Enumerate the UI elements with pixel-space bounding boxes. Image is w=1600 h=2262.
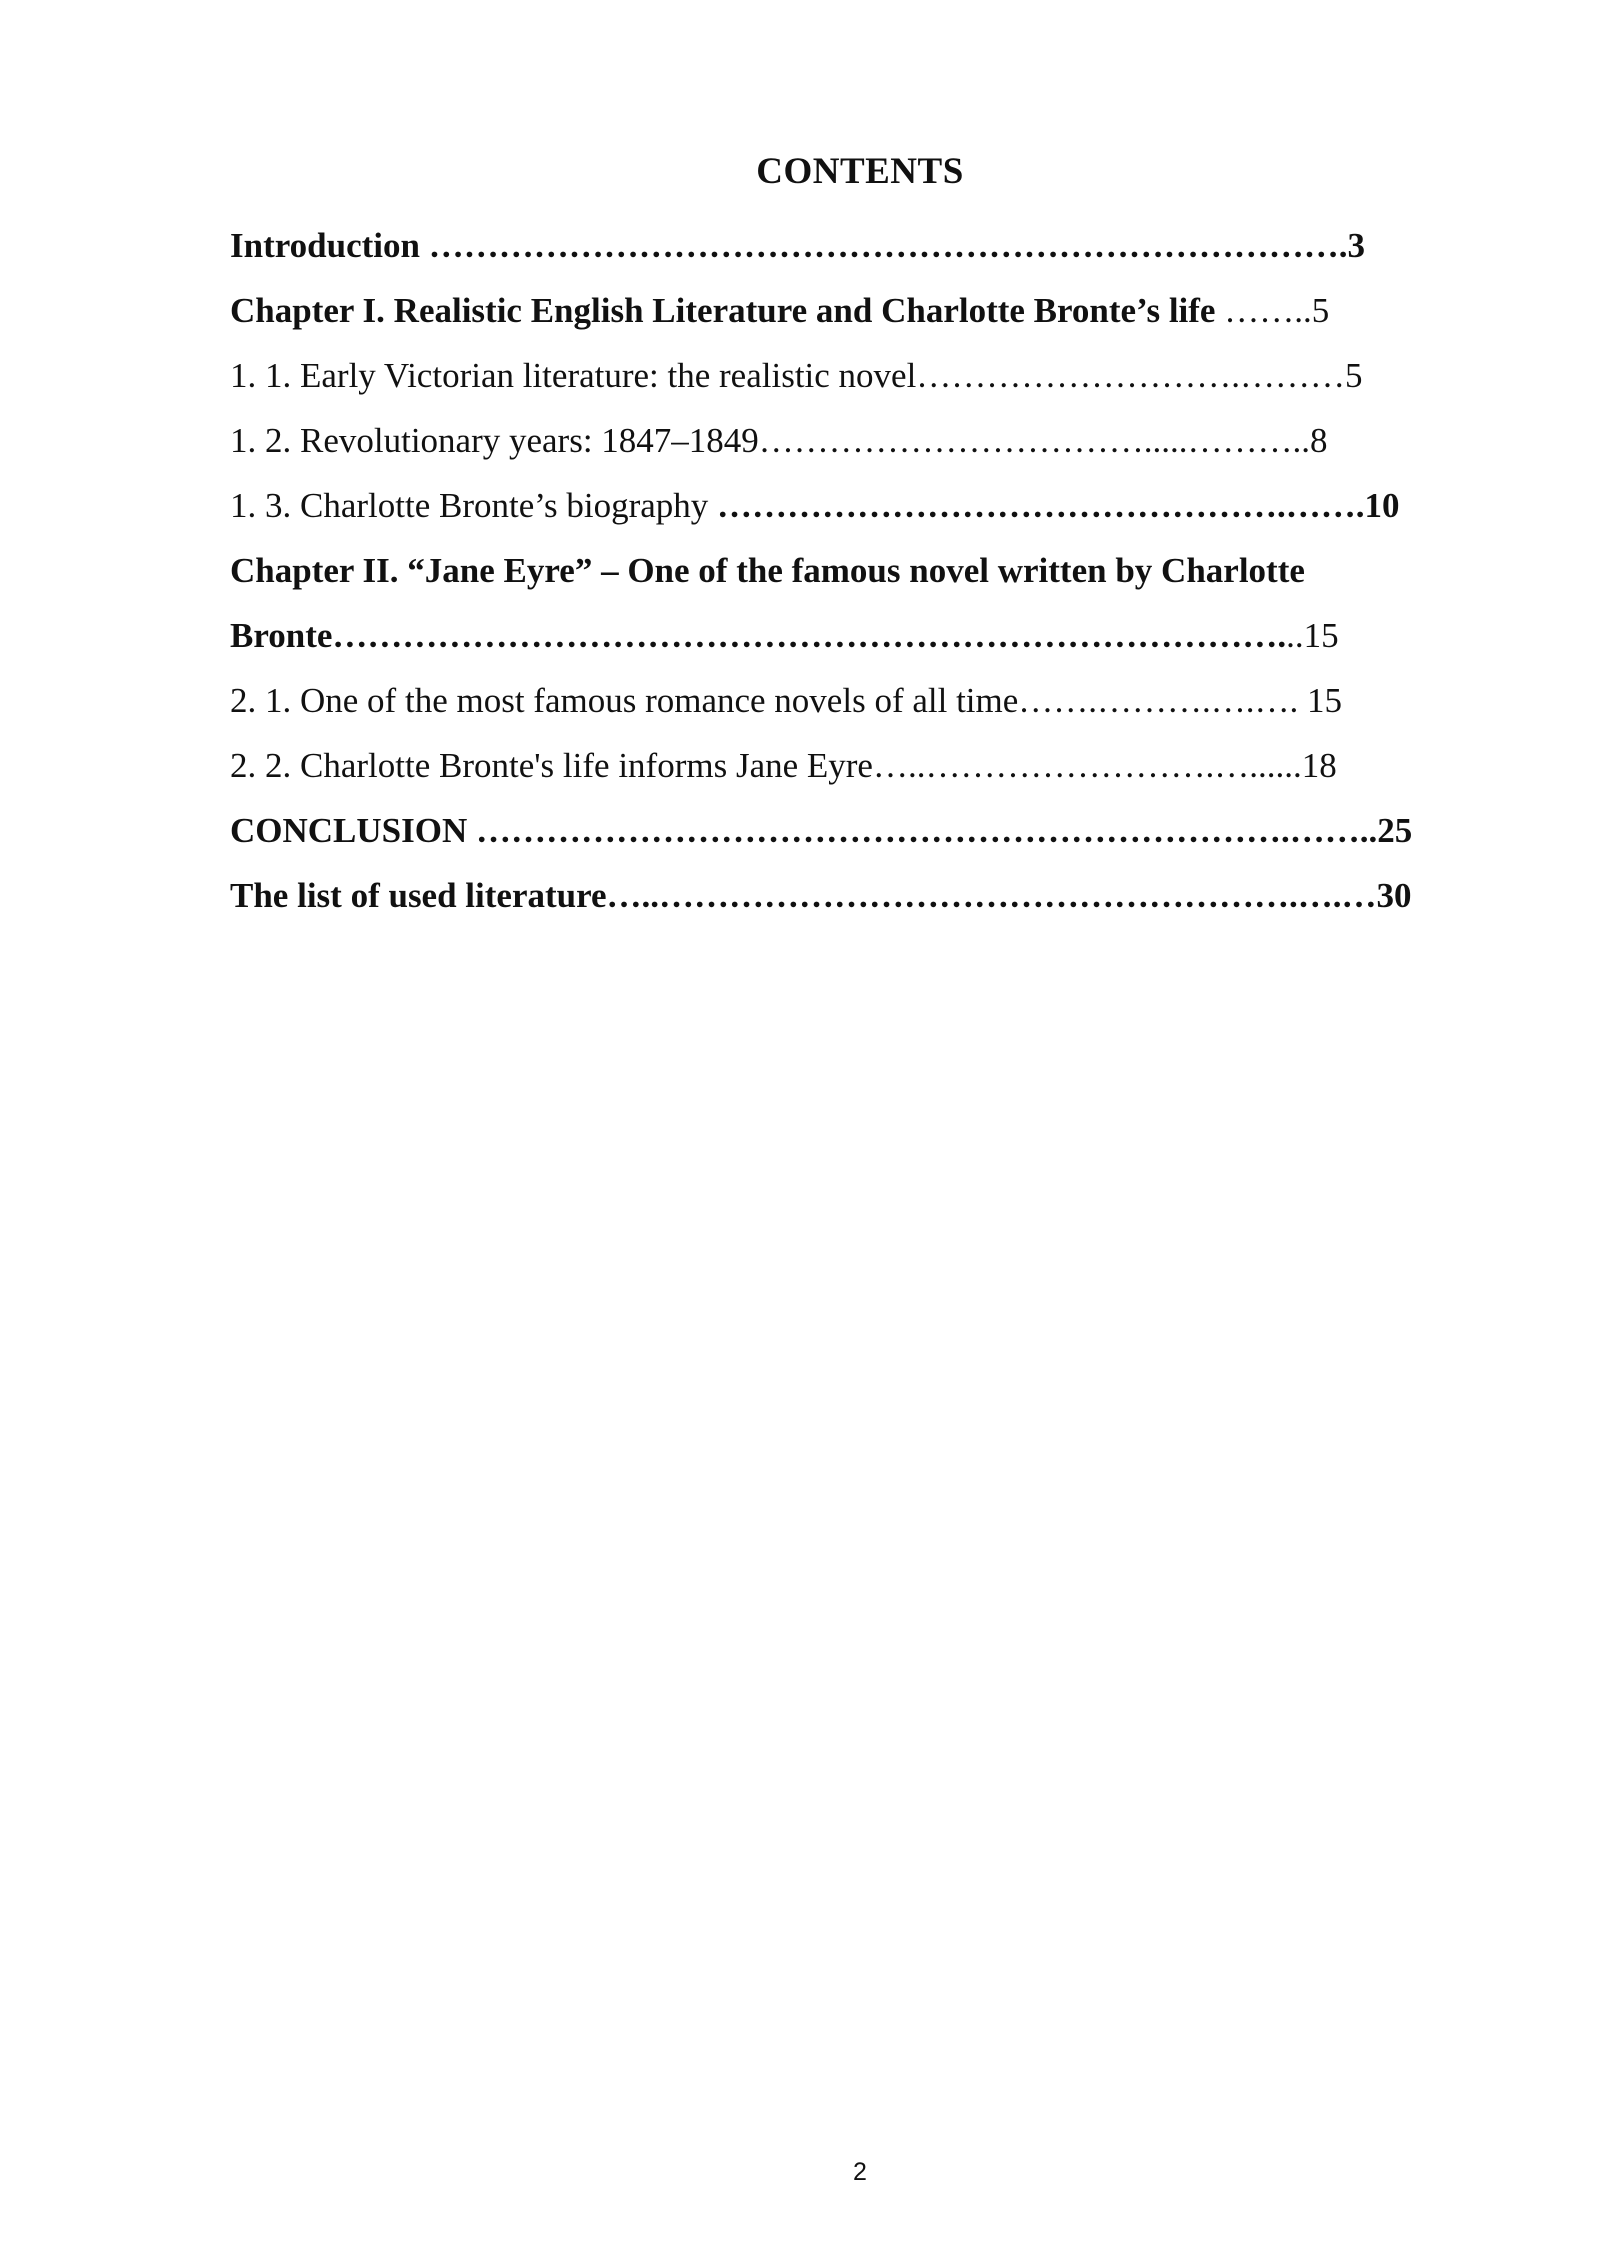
toc-entry-text: Bronte……………………………………………………………………….	[230, 616, 1287, 655]
toc-entry-chapter-1	[230, 278, 1450, 343]
toc-entry-section-2-1	[230, 668, 1450, 733]
toc-entry-text: 1. 1. Early Victorian literature: the realistic novel……………………….………5	[230, 356, 1363, 395]
toc-entry-text: 1. 2. Revolutionary years: 1847–1849…………………………….....………..8	[230, 421, 1328, 460]
toc-entry-bibliography	[230, 863, 1450, 928]
toc-entry-introduction	[230, 213, 1450, 278]
toc-entry-text: 2. 2. Charlotte Bronte's life informs Jane Eyre…..…………………….…......18	[230, 746, 1337, 785]
toc-entry-text: 1. 3. Charlotte Bronte’s biography	[230, 486, 718, 525]
toc-entry-text: Chapter I. Realistic English Literature and Charlotte Bronte’s life	[230, 291, 1225, 330]
toc-entry-section-1-3	[230, 473, 1450, 538]
toc-entry-section-1-2	[230, 408, 1450, 473]
toc-entry-page-ref: ……..5	[1224, 291, 1330, 330]
page-number: 2	[853, 2158, 867, 2186]
toc-entry-conclusion	[230, 798, 1450, 863]
table-of-contents	[230, 213, 1450, 928]
toc-entry-page-ref: ..15	[1286, 616, 1339, 655]
contents-heading: CONTENTS	[756, 151, 964, 192]
toc-entry-page-ref: ………………………………………….…….10	[717, 486, 1400, 525]
toc-entry-text: Introduction …………………………………………………………………….3	[230, 226, 1365, 265]
toc-entry-section-2-2	[230, 733, 1450, 798]
toc-entry-text: 2. 1. One of the most famous romance novels of all time…….……….….…. 15	[230, 681, 1343, 720]
toc-entry-text: The list of used literature…..……………………………………………….….…30	[230, 876, 1412, 915]
toc-entry-text: Chapter II. “Jane Eyre” – One of the famous novel written by Charlotte	[230, 551, 1305, 590]
toc-entry-text: CONCLUSION …………………………………………………………….……..25	[230, 811, 1413, 850]
toc-entry-section-1-1	[230, 343, 1450, 408]
toc-entry-chapter-2	[230, 538, 1450, 603]
toc-entry-chapter-2-continued	[230, 603, 1450, 668]
